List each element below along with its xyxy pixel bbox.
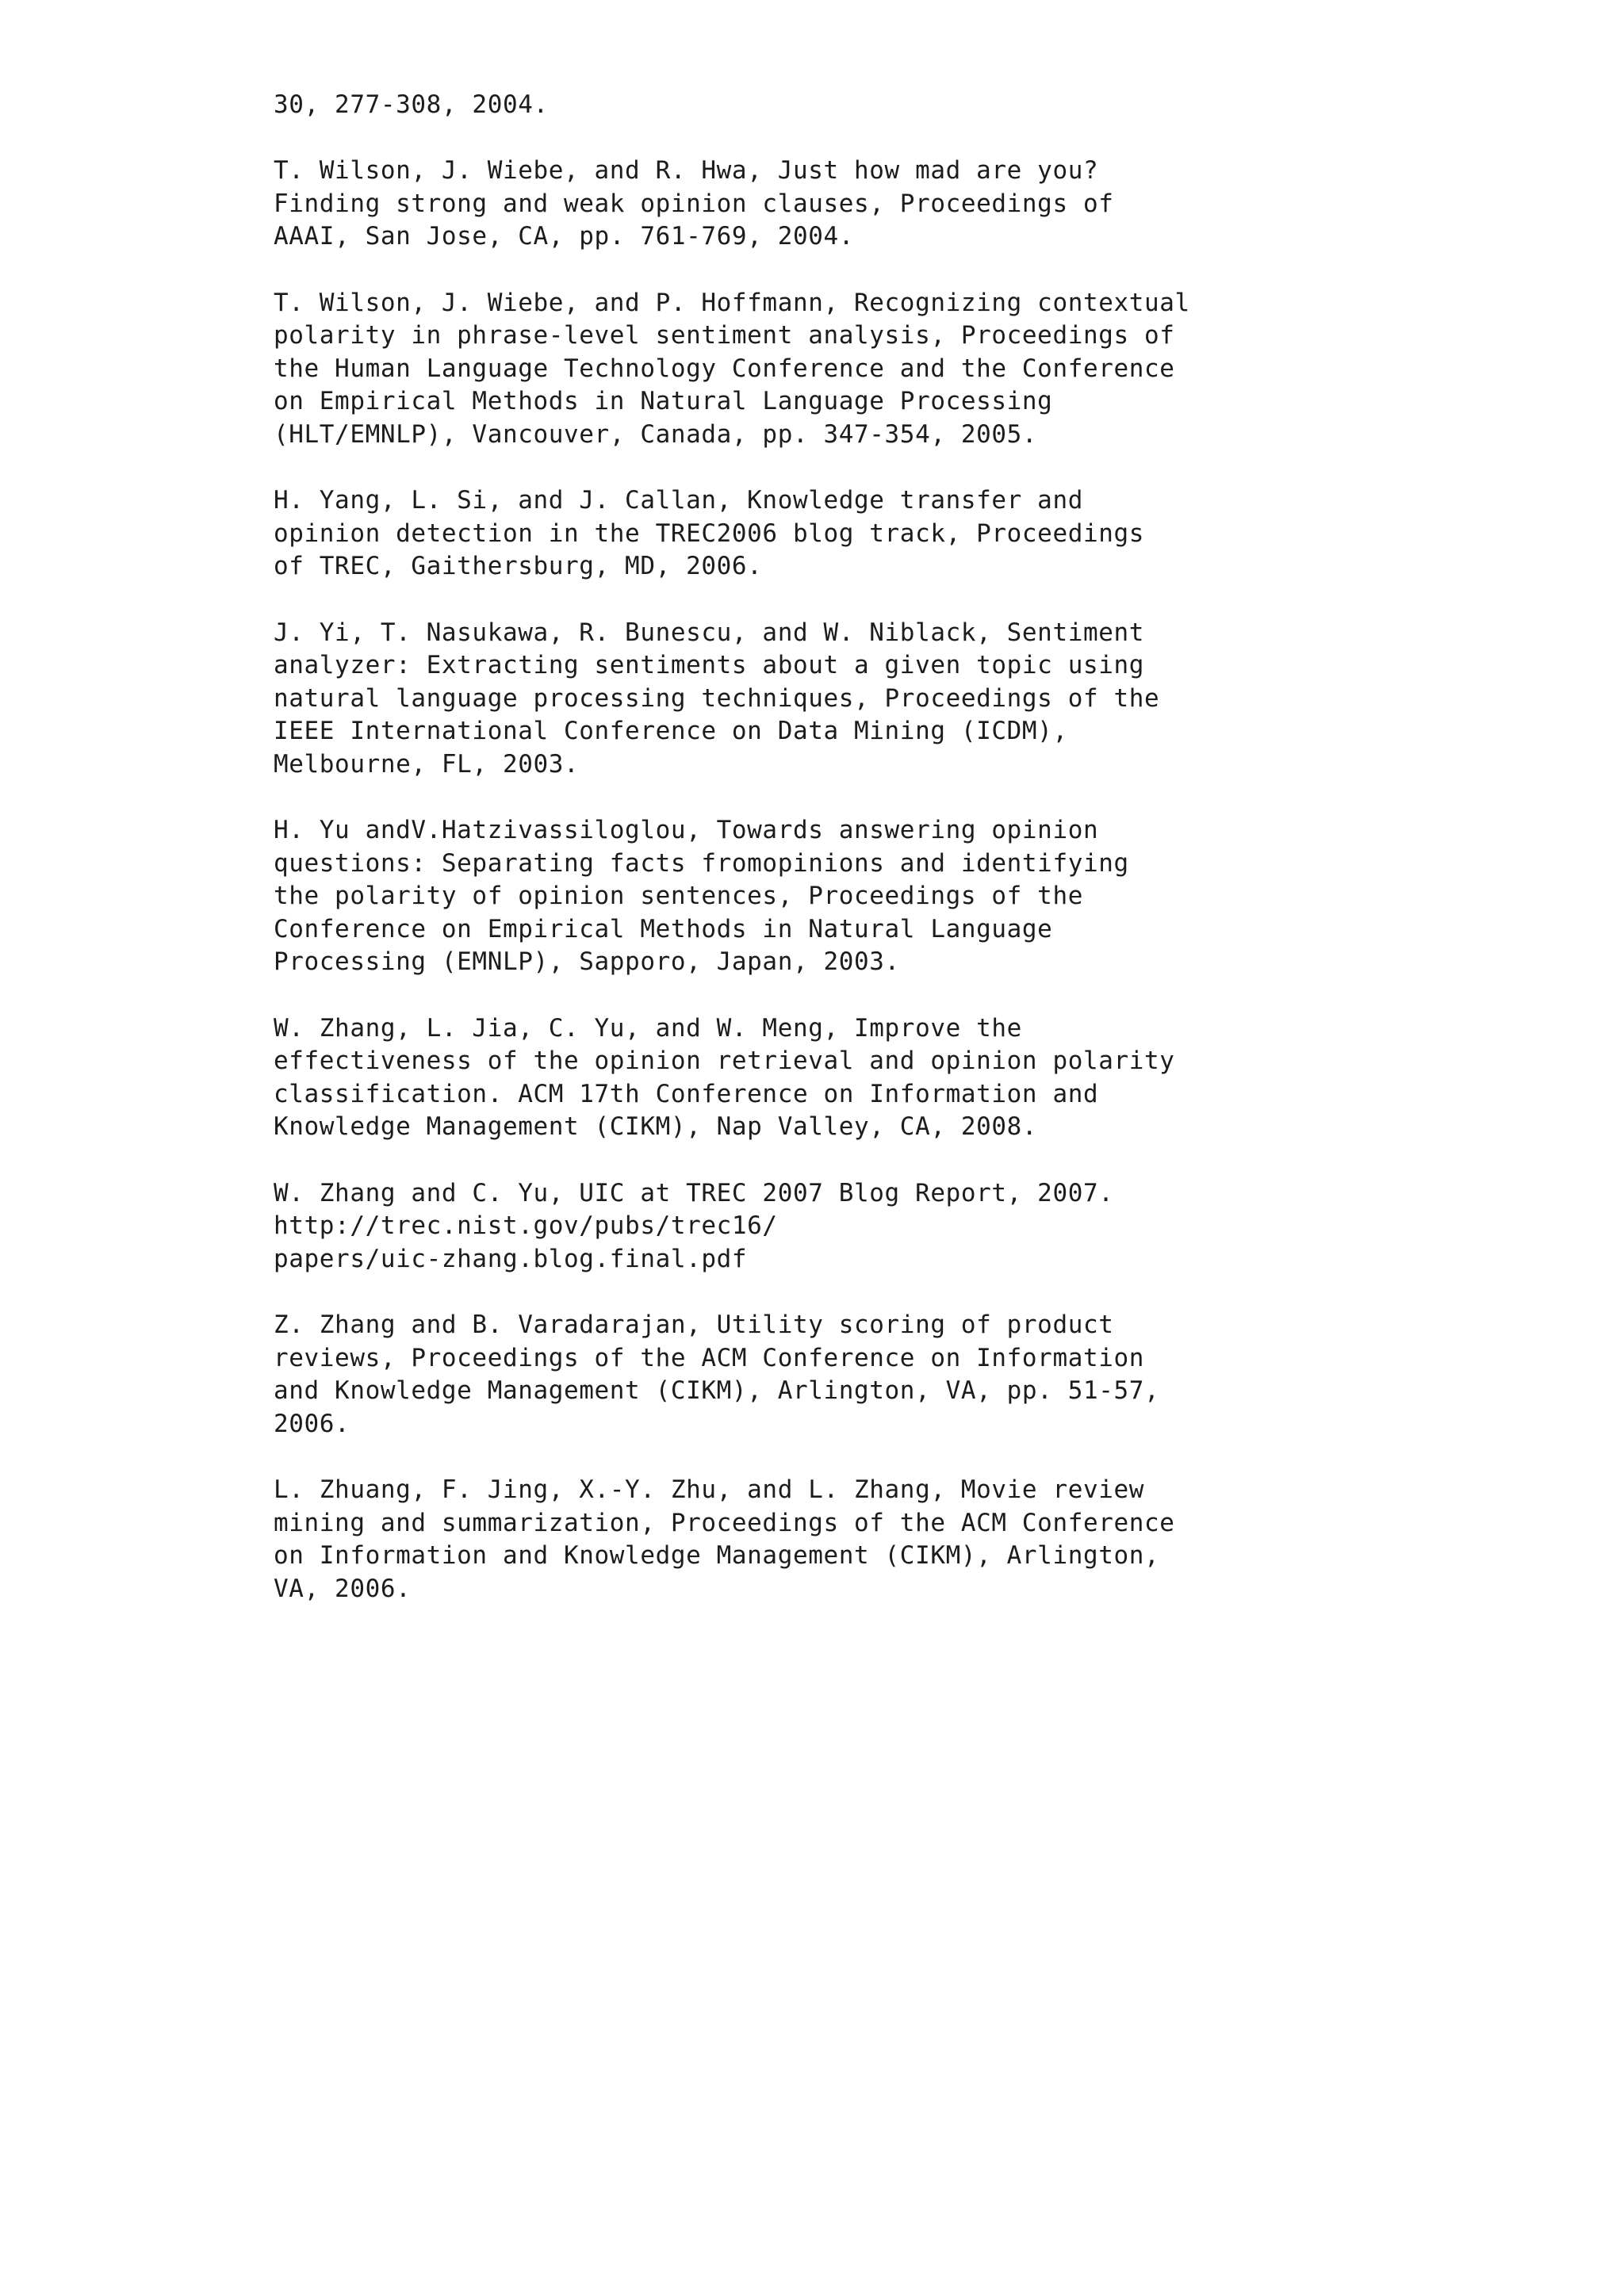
reference-line: Z. Zhang and B. Varadarajan, Utility scoring of product [274, 1310, 1114, 1339]
reference-line: W. Zhang, L. Jia, C. Yu, and W. Meng, Improve the [274, 1013, 1022, 1043]
reference-line: T. Wilson, J. Wiebe, and P. Hoffmann, Recognizing contextual [274, 288, 1190, 317]
reference-line: H. Yu andV.Hatzivassiloglou, Towards answering opinion [274, 816, 1099, 845]
reference-line: 2006. [274, 1409, 350, 1438]
reference-entry [274, 287, 1384, 452]
reference-entry [274, 1309, 1384, 1441]
reference-entry [274, 1177, 1384, 1276]
reference-entry [274, 155, 1384, 254]
reference-line: the polarity of opinion sentences, Proceedings of the [274, 882, 1083, 911]
reference-entry [274, 1474, 1384, 1605]
reference-line: (HLT/EMNLP), Vancouver, Canada, pp. 347-354, 2005. [274, 419, 1038, 449]
reference-line: the Human Language Technology Conference and the Conference [274, 354, 1175, 383]
reference-line: W. Zhang and C. Yu, UIC at TREC 2007 Blog Report, 2007. [274, 1178, 1114, 1207]
reference-line: effectiveness of the opinion retrieval and opinion polarity [274, 1047, 1175, 1076]
reference-line: analyzer: Extracting sentiments about a given topic using [274, 651, 1145, 680]
reference-line: IEEE International Conference on Data Mining (ICDM), [274, 717, 1068, 746]
reference-line: on Information and Knowledge Management (CIKM), Arlington, [274, 1541, 1160, 1571]
reference-line: VA, 2006. [274, 1574, 412, 1603]
reference-line: classification. ACM 17th Conference on Information and [274, 1079, 1099, 1108]
reference-line: Conference on Empirical Methods in Natural Language [274, 914, 1053, 943]
reference-line: J. Yi, T. Nasukawa, R. Bunescu, and W. Niblack, Sentiment [274, 618, 1145, 647]
reference-line: 30, 277-308, 2004. [274, 90, 549, 119]
reference-line: L. Zhuang, F. Jing, X.-Y. Zhu, and L. Zhang, Movie review [274, 1475, 1145, 1504]
reference-line: reviews, Proceedings of the ACM Conference on Information [274, 1343, 1145, 1372]
reference-line: Processing (EMNLP), Sapporo, Japan, 2003. [274, 947, 900, 977]
reference-line: papers/uic-zhang.blog.final.pdf [274, 1244, 748, 1273]
reference-list [274, 89, 1384, 1639]
reference-line: AAAI, San Jose, CA, pp. 761-769, 2004. [274, 222, 855, 251]
reference-line: Melbourne, FL, 2003. [274, 749, 580, 779]
reference-line: natural language processing techniques, Proceedings of the [274, 683, 1160, 713]
reference-entry [274, 89, 1384, 122]
reference-line: Finding strong and weak opinion clauses, Proceedings of [274, 189, 1114, 218]
reference-entry [274, 484, 1384, 584]
reference-entry [274, 814, 1384, 979]
reference-line: Knowledge Management (CIKM), Nap Valley, CA, 2008. [274, 1112, 1038, 1142]
reference-entry [274, 617, 1384, 782]
reference-line: mining and summarization, Proceedings of the ACM Conference [274, 1508, 1175, 1537]
reference-entry [274, 1012, 1384, 1144]
reference-line: T. Wilson, J. Wiebe, and R. Hwa, Just how mad are you? [274, 156, 1099, 186]
reference-line: H. Yang, L. Si, and J. Callan, Knowledge transfer and [274, 486, 1083, 515]
reference-line: of TREC, Gaithersburg, MD, 2006. [274, 552, 763, 581]
reference-line: opinion detection in the TREC2006 blog track, Proceedings [274, 519, 1145, 548]
reference-line: and Knowledge Management (CIKM), Arlington, VA, pp. 51-57, [274, 1376, 1160, 1406]
reference-line: polarity in phrase-level sentiment analysis, Proceedings of [274, 321, 1175, 350]
reference-line: http://trec.nist.gov/pubs/trec16/ [274, 1211, 778, 1241]
reference-line: on Empirical Methods in Natural Language Processing [274, 387, 1053, 416]
reference-line: questions: Separating facts fromopinions and identifying [274, 848, 1129, 878]
